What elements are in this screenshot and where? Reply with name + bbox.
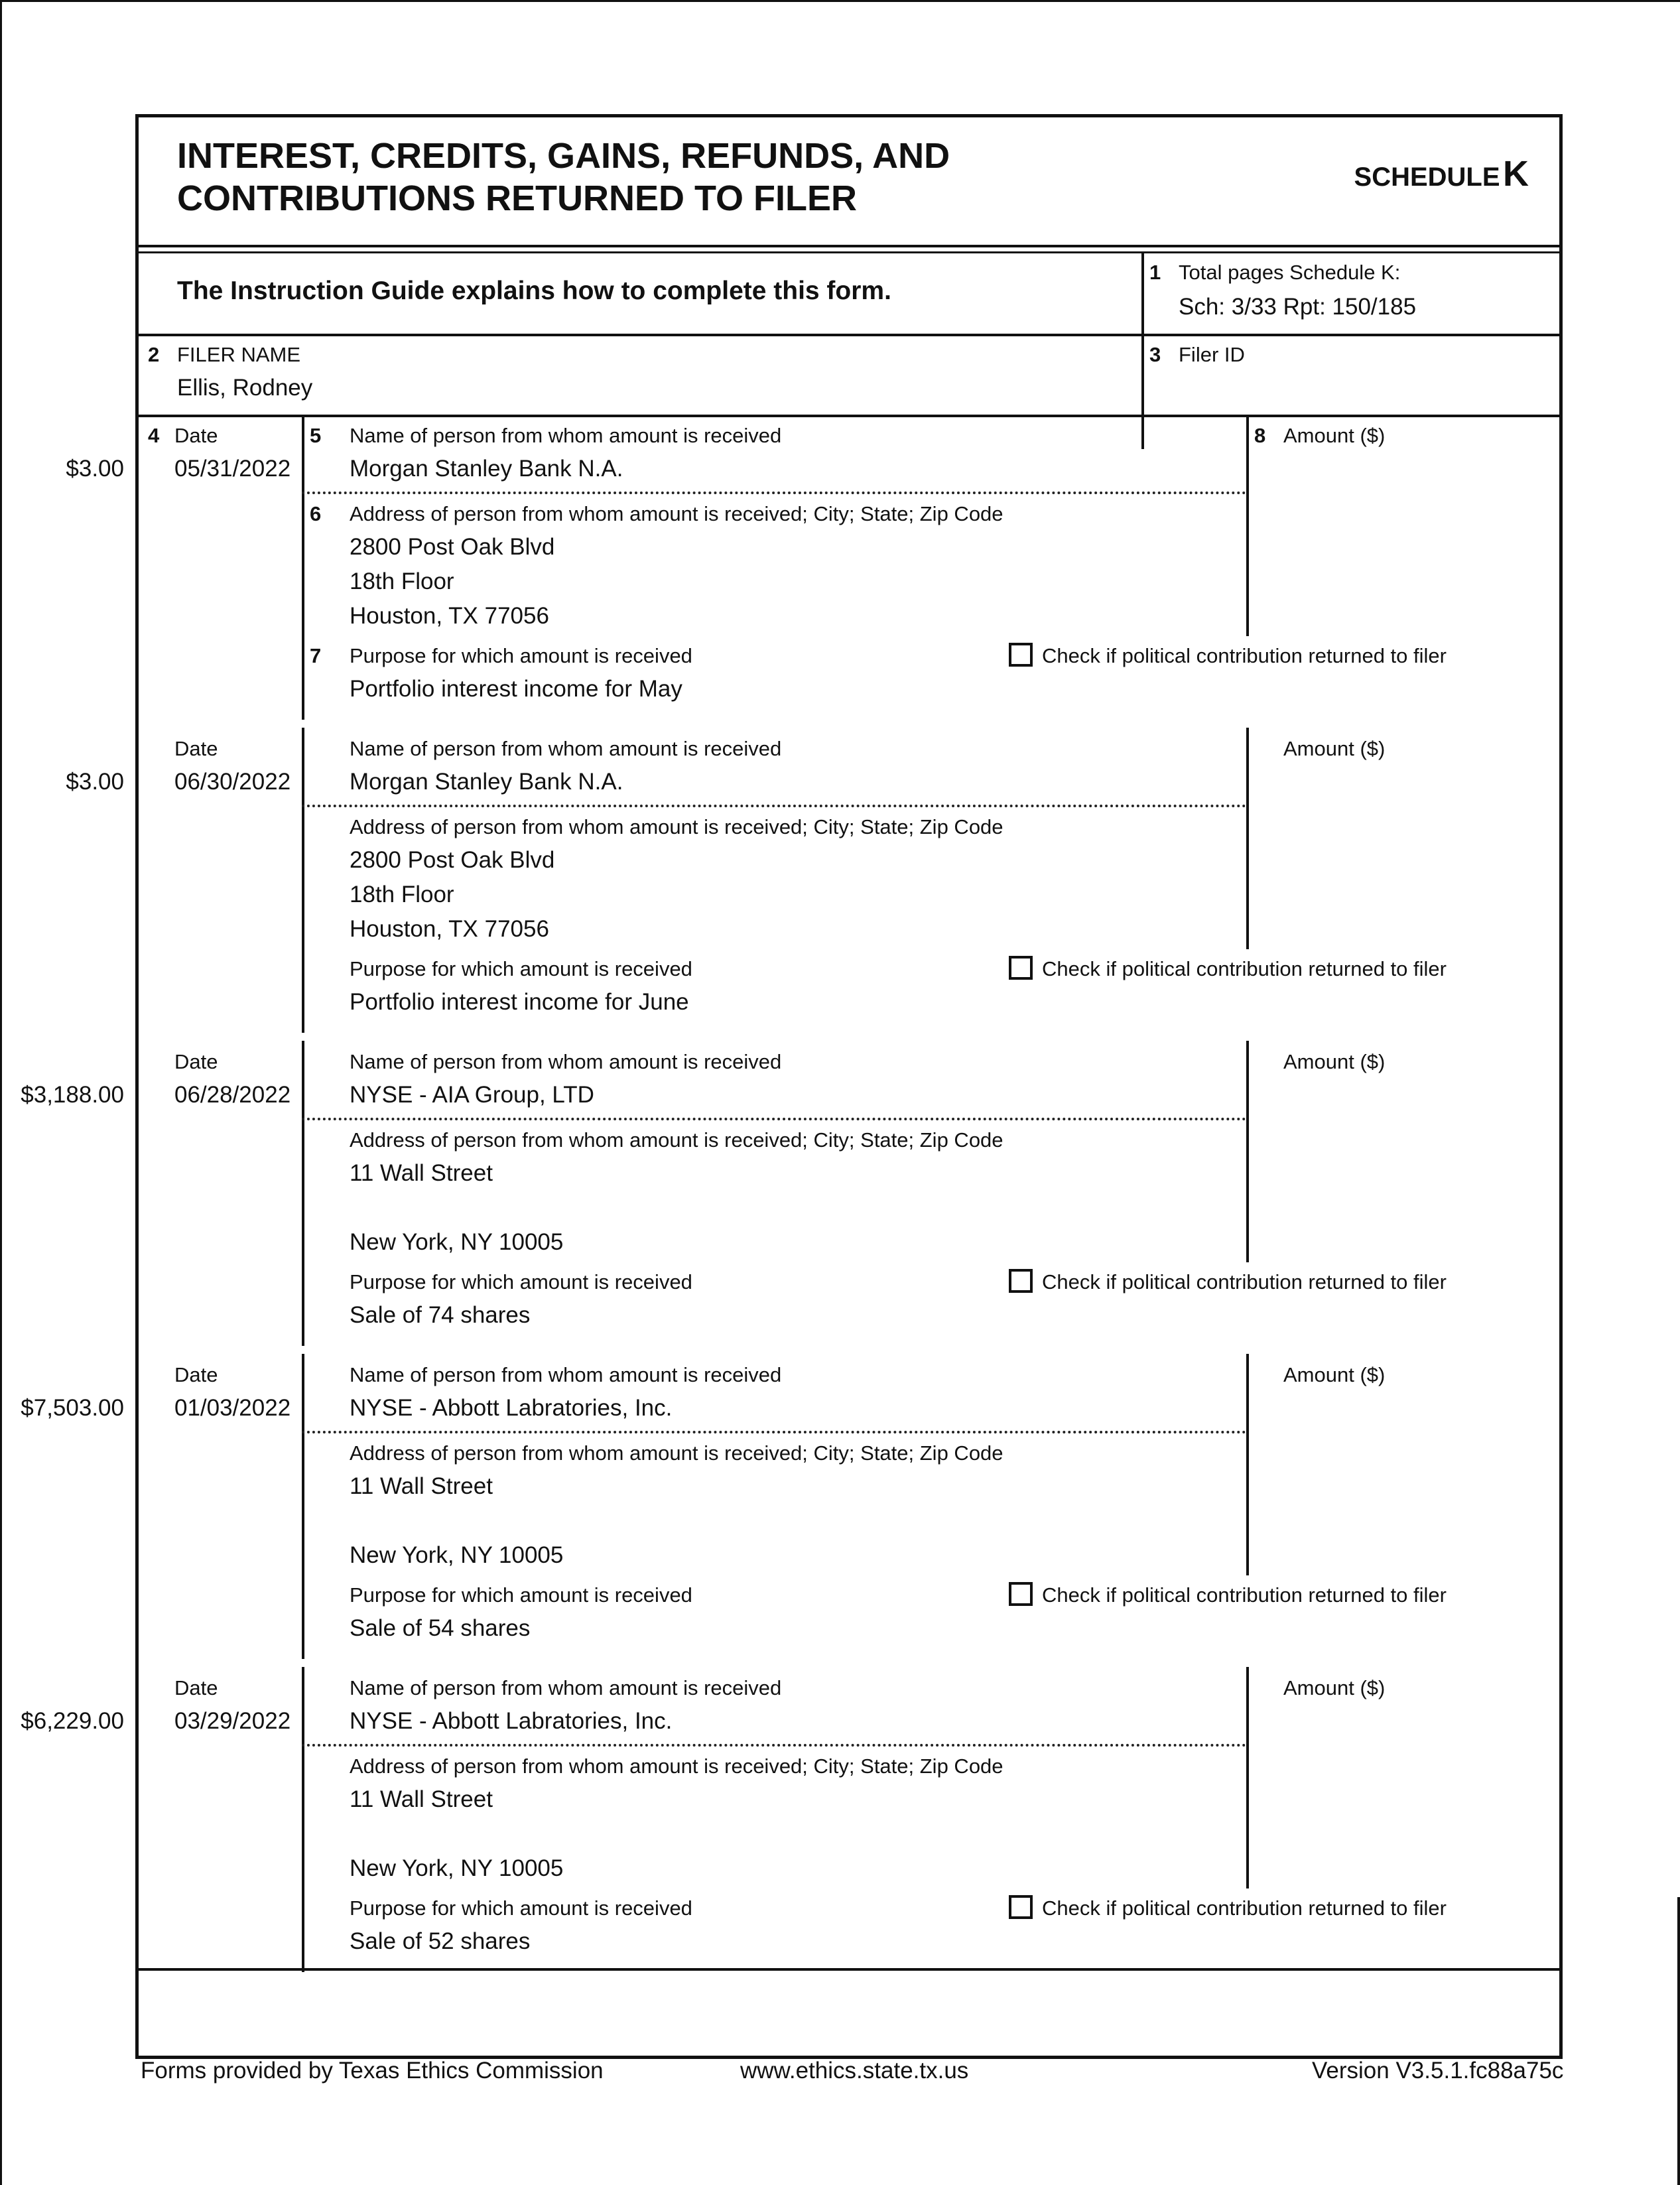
date-field-number: 4 [148,424,160,447]
date-column-divider [302,1667,304,1972]
name-dotted-divider [302,805,1246,807]
address-line: New York, NY 10005 [350,1229,564,1255]
amount-label: Amount ($) [1283,1676,1386,1699]
amount-column-divider [1246,1354,1249,1575]
row-divider-1 [139,334,1559,336]
amount-label: Amount ($) [1283,424,1386,447]
purpose-value: Portfolio interest income for June [350,989,689,1015]
name-label: Name of person from whom amount is received [350,424,782,447]
address-line: 11 Wall Street [350,1160,493,1186]
political-contribution-checkbox[interactable] [1009,1895,1033,1919]
address-line: 18th Floor [350,882,454,907]
filer-id-number: 3 [1149,343,1161,366]
address-line: 11 Wall Street [350,1473,493,1499]
date-value: 05/31/2022 [174,456,291,482]
form-title [177,135,950,220]
address-line: Houston, TX 77056 [350,603,549,629]
instruction-divider [1141,251,1144,449]
address-line: Houston, TX 77056 [350,916,549,942]
amount-value: $3.00 [66,456,124,482]
political-contribution-label: Check if political contribution returned to filer [1042,1583,1447,1607]
address-label: Address of person from whom amount is received; City; State; Zip Code [350,502,1003,525]
name-label: Name of person from whom amount is received [350,1676,782,1699]
date-column-divider [302,1041,304,1346]
purpose-value: Sale of 74 shares [350,1302,531,1328]
address-line: 2800 Post Oak Blvd [350,847,555,873]
name-dotted-divider [302,492,1246,494]
political-contribution-checkbox[interactable] [1009,956,1033,980]
name-value: NYSE - AIA Group, LTD [350,1082,594,1108]
schedule-letter: K [1503,154,1529,194]
filer-name-number: 2 [148,343,160,366]
date-column-divider [302,728,304,1033]
political-contribution-checkbox[interactable] [1009,1582,1033,1606]
date-value: 06/28/2022 [174,1082,291,1108]
address-label: Address of person from whom amount is received; City; State; Zip Code [350,815,1003,838]
name-value: Morgan Stanley Bank N.A. [350,769,623,795]
amount-label: Amount ($) [1283,737,1386,760]
filer-id-label: Filer ID [1179,343,1245,366]
amount-column-divider [1246,1667,1249,1888]
date-label: Date [174,1363,218,1386]
purpose-label: Purpose for which amount is received [350,644,692,667]
amount-field-number: 8 [1254,424,1266,447]
date-value: 03/29/2022 [174,1708,291,1734]
footer-version: Version V3.5.1.fc88a75c [1312,2058,1564,2084]
address-line: 2800 Post Oak Blvd [350,534,555,560]
date-label: Date [174,737,218,760]
total-pages-number: 1 [1149,261,1161,284]
address-label: Address of person from whom amount is received; City; State; Zip Code [350,1128,1003,1152]
political-contribution-checkbox[interactable] [1009,643,1033,667]
address-line: 18th Floor [350,568,454,594]
political-contribution-label: Check if political contribution returned to filer [1042,1270,1447,1293]
scan-edge-right [1677,1897,1680,2185]
scan-edge-left [0,0,2,2185]
political-contribution-label: Check if political contribution returned to filer [1042,1896,1447,1920]
schedule-identifier [1354,153,1529,194]
political-contribution-checkbox[interactable] [1009,1269,1033,1293]
name-label: Name of person from whom amount is received [350,737,782,760]
purpose-label: Purpose for which amount is received [350,957,692,980]
form-title-line1: INTEREST, CREDITS, GAINS, REFUNDS, AND [177,136,950,176]
address-line: New York, NY 10005 [350,1855,564,1881]
name-value: NYSE - Abbott Labratories, Inc. [350,1708,673,1734]
address-line: 11 Wall Street [350,1786,493,1812]
date-column-divider [302,415,304,720]
date-value: 06/30/2022 [174,769,291,795]
date-value: 01/03/2022 [174,1395,291,1421]
purpose-label: Purpose for which amount is received [350,1896,692,1920]
header-divider [139,245,1559,247]
bottom-divider [139,1968,1559,1971]
amount-value: $6,229.00 [21,1708,124,1734]
date-column-divider [302,1354,304,1659]
header-divider-2 [139,251,1559,253]
date-label: Date [174,1676,218,1699]
total-pages-value: Sch: 3/33 Rpt: 150/185 [1179,294,1417,320]
amount-column-divider [1246,728,1249,949]
date-label: Date [174,1050,218,1073]
total-pages-label: Total pages Schedule K: [1179,261,1401,284]
amount-label: Amount ($) [1283,1363,1386,1386]
form-title-line2: CONTRIBUTIONS RETURNED TO FILER [177,178,857,218]
schedule-k-form [21,114,1563,2059]
name-dotted-divider [302,1744,1246,1747]
purpose-value: Sale of 52 shares [350,1928,531,1954]
purpose-field-number: 7 [310,644,322,667]
name-field-number: 5 [310,424,322,447]
scan-edge-top [0,0,1680,2]
name-dotted-divider [302,1118,1246,1120]
amount-column-divider [1246,1041,1249,1262]
name-value: Morgan Stanley Bank N.A. [350,456,623,482]
address-label: Address of person from whom amount is received; City; State; Zip Code [350,1441,1003,1465]
address-line: New York, NY 10005 [350,1542,564,1568]
purpose-value: Sale of 54 shares [350,1615,531,1641]
instruction-text: The Instruction Guide explains how to complete this form. [177,277,891,305]
amount-value: $3.00 [66,769,124,795]
purpose-label: Purpose for which amount is received [350,1270,692,1293]
amount-column-divider [1246,415,1249,636]
footer-website-link[interactable]: www.ethics.state.tx.us [740,2058,969,2084]
amount-value: $3,188.00 [21,1082,124,1108]
amount-label: Amount ($) [1283,1050,1386,1073]
name-dotted-divider [302,1431,1246,1433]
schedule-label: SCHEDULE [1354,163,1500,192]
political-contribution-label: Check if political contribution returned to filer [1042,644,1447,667]
date-label: Date [174,424,218,447]
name-label: Name of person from whom amount is received [350,1363,782,1386]
name-value: NYSE - Abbott Labratories, Inc. [350,1395,673,1421]
address-label: Address of person from whom amount is received; City; State; Zip Code [350,1755,1003,1778]
purpose-value: Portfolio interest income for May [350,676,682,702]
purpose-label: Purpose for which amount is received [350,1583,692,1607]
amount-value: $7,503.00 [21,1395,124,1421]
political-contribution-label: Check if political contribution returned to filer [1042,957,1447,980]
filer-name-value: Ellis, Rodney [177,375,313,401]
row-divider-2 [139,415,1559,417]
footer-left: Forms provided by Texas Ethics Commission [141,2058,604,2084]
address-field-number: 6 [310,502,322,525]
name-label: Name of person from whom amount is received [350,1050,782,1073]
filer-name-label: FILER NAME [177,343,301,366]
